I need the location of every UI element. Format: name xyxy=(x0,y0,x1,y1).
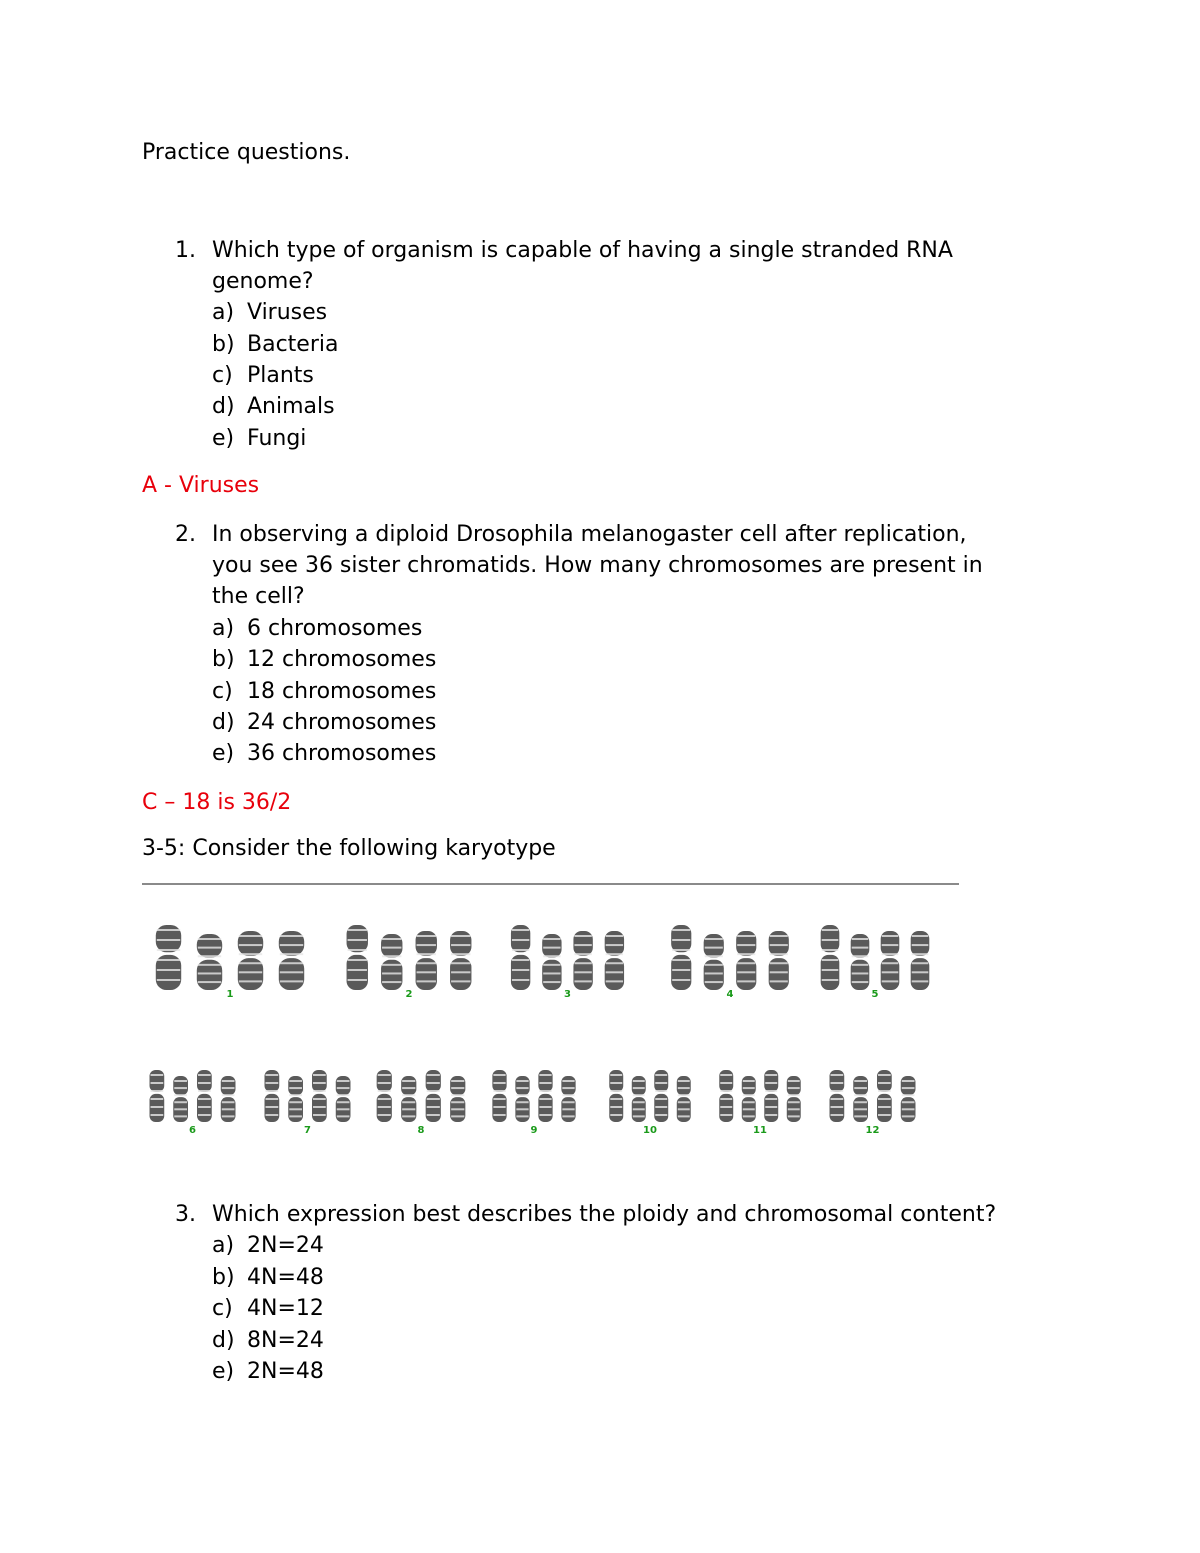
karyotype-label: 8 xyxy=(417,1125,425,1136)
option-text: 4N=48 xyxy=(247,1265,324,1290)
option-text: 18 chromosomes xyxy=(247,679,437,704)
chromosome xyxy=(901,1076,916,1122)
option-text: 12 chromosomes xyxy=(247,647,437,672)
option-letter: b) xyxy=(212,332,235,357)
chromosome xyxy=(197,1070,212,1122)
section-heading: 3-5: Consider the following karyotype xyxy=(142,836,556,861)
chromosome xyxy=(671,925,691,990)
option-text: Bacteria xyxy=(247,332,339,357)
option-letter: d) xyxy=(212,394,235,419)
chromosome xyxy=(851,934,870,990)
chromosome xyxy=(511,925,530,990)
chromosome xyxy=(416,931,437,990)
karyotype-label: 6 xyxy=(189,1125,196,1136)
option-letter: b) xyxy=(212,647,235,672)
option-letter: c) xyxy=(212,1296,233,1321)
chromosome xyxy=(830,1070,845,1122)
karyotype-label: 9 xyxy=(530,1125,538,1136)
question-text: Which type of organism is capable of having a single stranded RNA xyxy=(212,238,953,263)
chromosome xyxy=(426,1070,441,1122)
chromosome xyxy=(538,1070,552,1122)
question-text: the cell? xyxy=(212,584,305,609)
chromosome xyxy=(450,931,471,990)
option-letter: c) xyxy=(212,363,233,388)
karyotype-label: 10 xyxy=(643,1125,657,1136)
option-text: Fungi xyxy=(247,426,307,451)
chromosome xyxy=(150,1070,165,1122)
question-text: In observing a diploid Drosophila melanogaster cell after replication, xyxy=(212,522,967,547)
question-text: Which expression best describes the ploidy and chromosomal content? xyxy=(212,1202,997,1227)
chromosome xyxy=(742,1076,756,1122)
option-text: 36 chromosomes xyxy=(247,741,437,766)
chromosome xyxy=(450,1076,465,1122)
chromosome xyxy=(492,1070,506,1122)
chromosome xyxy=(605,931,624,990)
option-text: 6 chromosomes xyxy=(247,616,423,641)
karyotype-label: 11 xyxy=(753,1125,767,1136)
karyotype-figure xyxy=(140,905,950,1150)
chromosome xyxy=(312,1070,327,1122)
horizontal-rule xyxy=(142,883,959,885)
option-letter: c) xyxy=(212,679,233,704)
karyotype-label: 1 xyxy=(226,989,234,1000)
chromosome xyxy=(877,1070,892,1122)
answer-text: A - Viruses xyxy=(142,473,260,498)
question-text: genome? xyxy=(212,269,314,294)
chromosome xyxy=(336,1076,351,1122)
chromosome xyxy=(265,1070,280,1122)
option-letter: a) xyxy=(212,1233,235,1258)
chromosome xyxy=(736,931,756,990)
chromosome xyxy=(573,931,592,990)
chromosome xyxy=(654,1070,668,1122)
chromosome xyxy=(704,934,724,990)
option-text: 8N=24 xyxy=(247,1328,324,1353)
option-text: Plants xyxy=(247,363,314,388)
page-title: Practice questions. xyxy=(142,140,351,165)
option-letter: a) xyxy=(212,616,235,641)
chromosome xyxy=(853,1076,868,1122)
chromosome xyxy=(769,931,789,990)
chromosome xyxy=(238,931,263,990)
chromosome xyxy=(197,934,222,990)
karyotype-image xyxy=(140,905,950,1150)
option-text: 24 chromosomes xyxy=(247,710,437,735)
karyotype-label: 2 xyxy=(405,989,413,1000)
option-text: Viruses xyxy=(247,300,328,325)
chromosome xyxy=(347,925,368,990)
karyotype-label: 12 xyxy=(865,1125,880,1136)
question-text: you see 36 sister chromatids. How many chromosomes are present in xyxy=(212,553,983,578)
karyotype-label: 5 xyxy=(871,989,879,1000)
chromosome xyxy=(401,1076,416,1122)
option-letter: b) xyxy=(212,1265,235,1290)
chromosome xyxy=(288,1076,303,1122)
option-text: 4N=12 xyxy=(247,1296,324,1321)
option-letter: d) xyxy=(212,710,235,735)
chromosome xyxy=(821,925,840,990)
chromosome xyxy=(632,1076,646,1122)
chromosome xyxy=(542,934,561,990)
chromosome xyxy=(764,1070,778,1122)
option-letter: e) xyxy=(212,741,235,766)
option-text: Animals xyxy=(247,394,335,419)
chromosome xyxy=(911,931,930,990)
karyotype-label: 7 xyxy=(304,1125,311,1136)
chromosome xyxy=(156,925,181,990)
option-text: 2N=48 xyxy=(247,1359,324,1384)
chromosome xyxy=(881,931,900,990)
question-number: 2. xyxy=(175,522,196,547)
option-letter: e) xyxy=(212,1359,235,1384)
chromosome xyxy=(221,1076,236,1122)
option-letter: d) xyxy=(212,1328,235,1353)
option-letter: e) xyxy=(212,426,235,451)
chromosome xyxy=(719,1070,733,1122)
karyotype-label: 4 xyxy=(726,989,734,1000)
question-number: 1. xyxy=(175,238,196,263)
chromosome xyxy=(173,1076,188,1122)
chromosome xyxy=(787,1076,801,1122)
chromosome xyxy=(677,1076,691,1122)
chromosome xyxy=(377,1070,392,1122)
karyotype-label: 3 xyxy=(564,989,571,1000)
chromosome xyxy=(515,1076,529,1122)
answer-text: C – 18 is 36/2 xyxy=(142,790,292,815)
question-number: 3. xyxy=(175,1202,196,1227)
option-letter: a) xyxy=(212,300,235,325)
option-text: 2N=24 xyxy=(247,1233,324,1258)
chromosome xyxy=(561,1076,575,1122)
chromosome xyxy=(381,934,402,990)
chromosome xyxy=(609,1070,623,1122)
chromosome xyxy=(279,931,304,990)
